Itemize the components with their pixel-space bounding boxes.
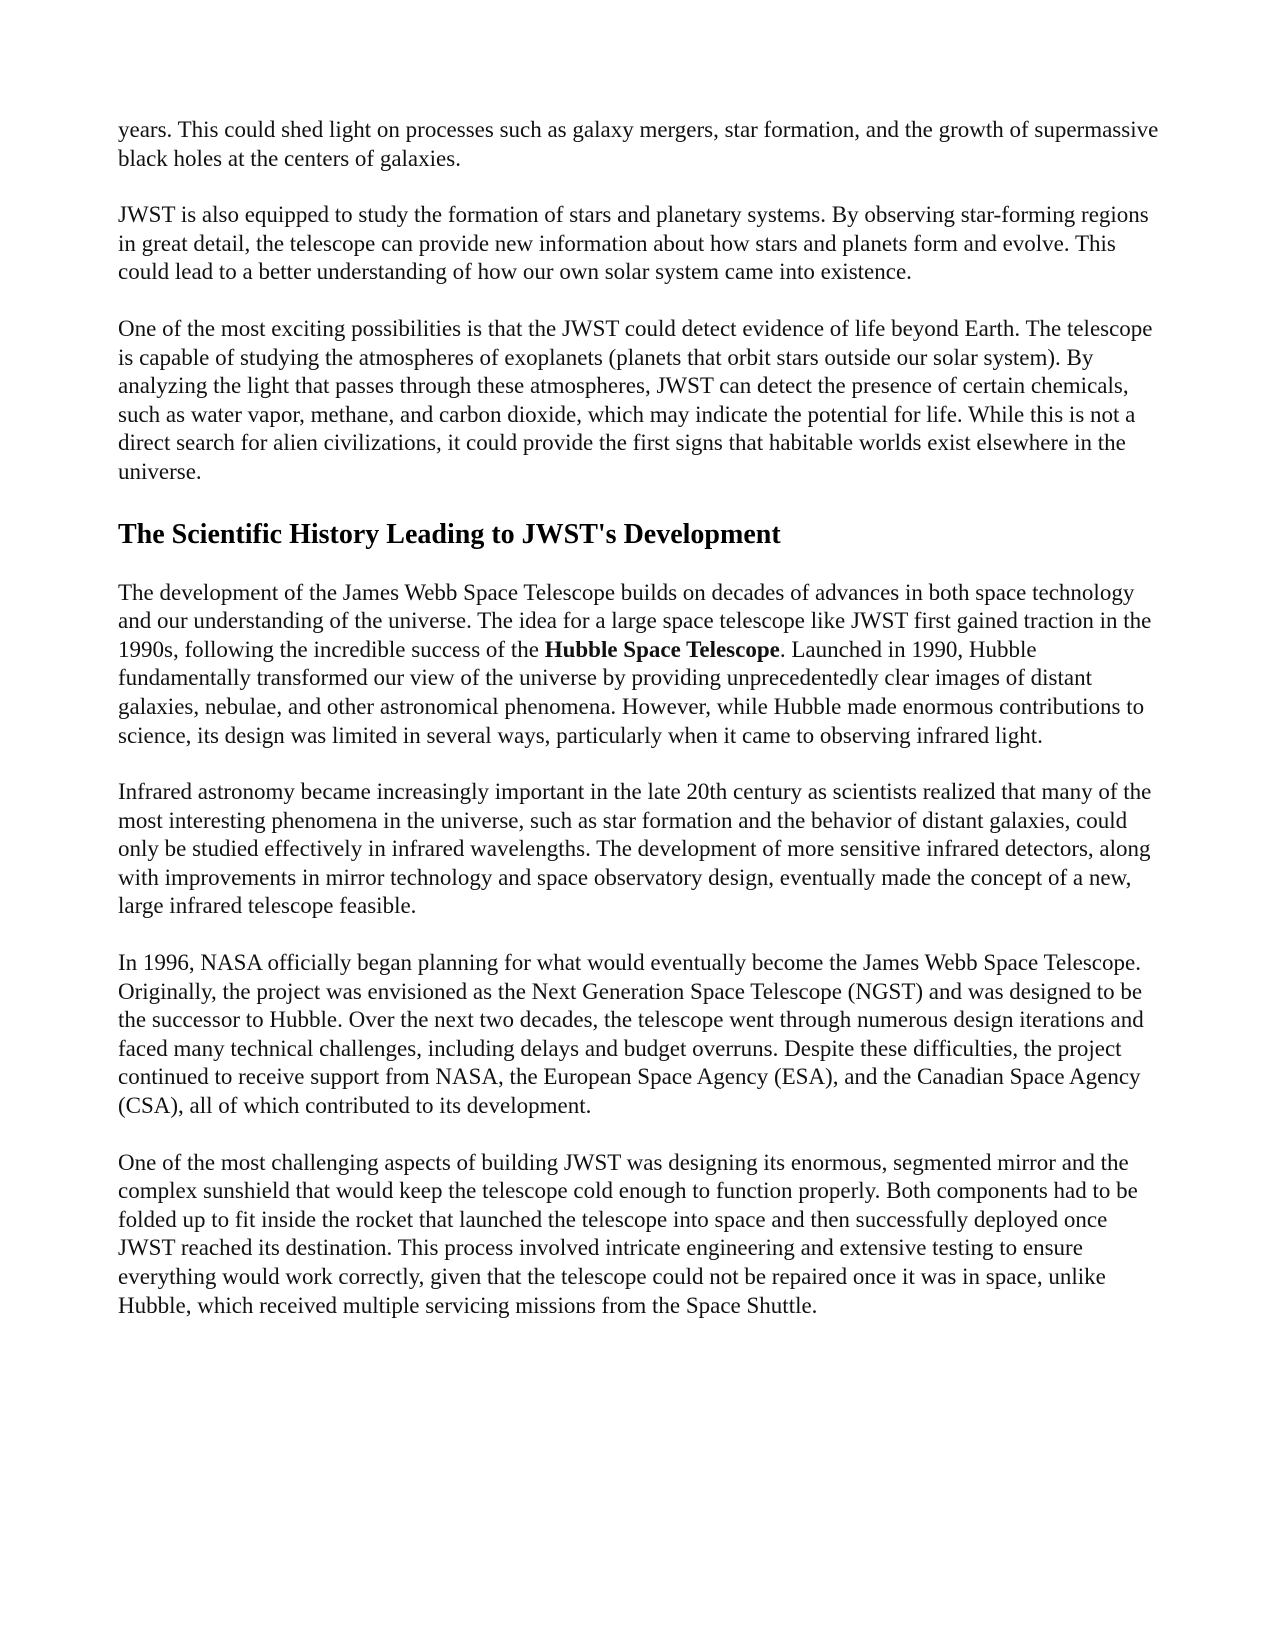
document-page xyxy=(118,116,1160,1348)
paragraph-engineering-challenges: One of the most challenging aspects of building JWST was designing its enormous, segmented mirror and the complex sunshield that would keep the telescope cold enough to function properly. Both components had to be folded up to fit inside the rocket that launched the telescope into space and then successfully deployed once JWST reached its destination. This process involved intricate engineering and extensive testing to ensure everything would work correctly, given that the telescope could not be repaired once it was in space, unlike Hubble, which received multiple servicing missions from the Space Shuttle. xyxy=(118,1149,1138,1318)
paragraph-text: The development of the James Webb Space Telescope builds on decades of advances in both space technology and our understanding of the universe. The idea for a large space telescope like JWST first gained traction in the 1990s, following the incredible success of the xyxy=(118,579,1152,662)
paragraph-text: . Launched in 1990, Hubble fundamentally transformed our view of the universe by providing unprecedentedly clear images of distant galaxies, nebulae, and other astronomical phenomena. However, while Hubble made enormous contributions to science, its design was limited in several ways, particularly when it came to observing infrared light. xyxy=(118,636,1145,748)
paragraph-galaxy-evolution: years. This could shed light on processes such as galaxy mergers, star formation, and the growth of supermassive black holes at the centers of galaxies. xyxy=(118,117,1159,171)
paragraph-infrared-astronomy: Infrared astronomy became increasingly important in the late 20th century as scientists realized that many of the most interesting phenomena in the universe, such as star formation and the behavior of distant galaxies, could only be studied effectively in infrared wavelengths. The development of more sensitive infrared detectors, along with improvements in mirror technology and space observatory design, eventually made the concept of a new, large infrared telescope feasible. xyxy=(118,779,1152,919)
bold-term-hubble: Hubble Space Telescope xyxy=(544,636,780,662)
section-heading: The Scientific History Leading to JWST's Development xyxy=(118,518,781,550)
paragraph-life-beyond-earth: One of the most exciting possibilities is that the JWST could detect evidence of life beyond Earth. The telescope is capable of studying the atmospheres of exoplanets (planets that orbit stars outside our solar system). By analyzing the light that passes through these atmospheres, JWST can detect the presence of certain chemicals, such as water vapor, methane, and carbon dioxide, which may indicate the potential for life. While this is not a direct search for alien civilizations, it could provide the first signs that habitable worlds exist elsewhere in the universe. xyxy=(118,315,1153,484)
paragraph-star-formation: JWST is also equipped to study the formation of stars and planetary systems. By observing star-forming regions in great detail, the telescope can provide new information about how stars and planets form and evolve. This could lead to a better understanding of how our own solar system came into existence. xyxy=(118,202,1149,285)
paragraph-ngst-planning: In 1996, NASA officially began planning for what would eventually become the James Webb Space Telescope. Originally, the project was envisioned as the Next Generation Space Telescope (NGST) and was designed to be the successor to Hubble. Over the next two decades, the telescope went through numerous design iterations and faced many technical challenges, including delays and budget overruns. Despite these difficulties, the project continued to receive support from NASA, the European Space Agency (ESA), and the Canadian Space Agency (CSA), all of which contributed to its development. xyxy=(118,950,1144,1119)
paragraph-hubble-history xyxy=(118,579,1160,751)
